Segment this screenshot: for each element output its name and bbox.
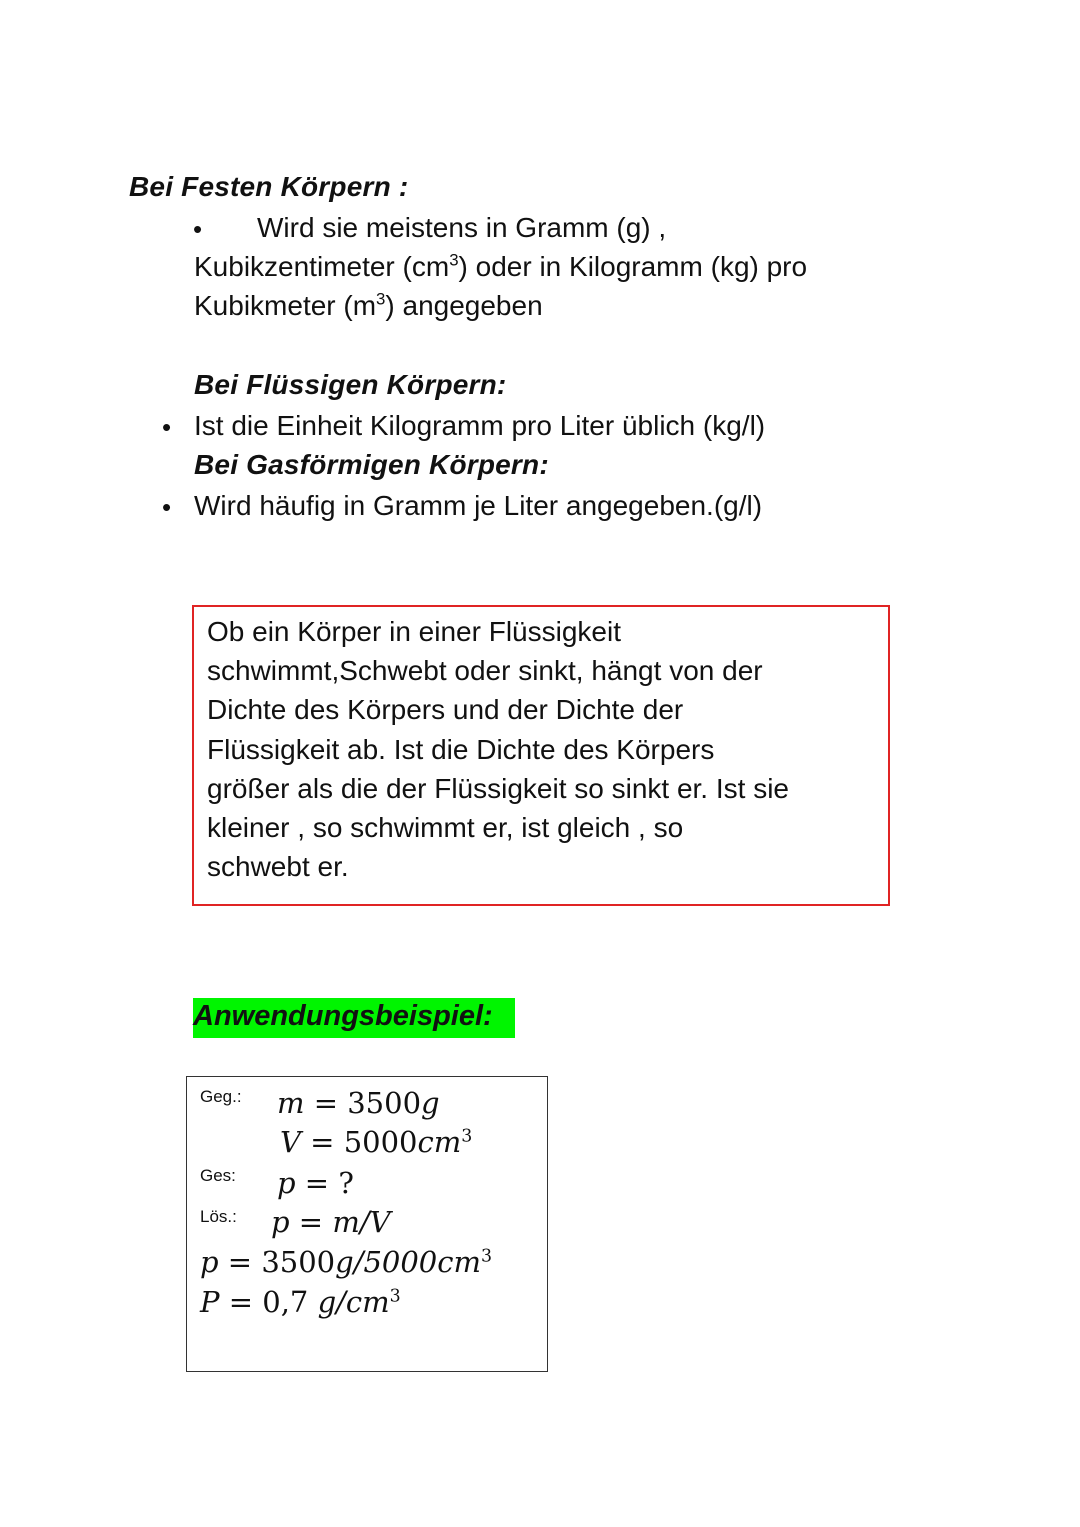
solids-line-2: Kubikzentimeter $(cm^3)$ oder in Kilogramm (kg) pro [194,250,808,282]
given-volume: $V = 5000cm^3$ [280,1125,473,1159]
given-mass: m = 3500g [277,1086,440,1120]
label-given: Geg.: [200,1087,242,1106]
label-solution: Lös.: [200,1207,237,1226]
info-line: Dichte des Körpers und der Dichte der [207,694,684,725]
solids-line-3: Kubikmeter $(m^3)$ angegeben [194,289,543,321]
info-line: kleiner , so schwimmt er, ist gleich , so [207,812,684,843]
bullet-icon: • [162,412,172,442]
heading-gases: Bei Gasförmigen Körpern: [194,449,549,480]
info-line: Ob ein Körper in einer Flüssigkeit [207,616,621,647]
info-line: schwimmt,Schwebt oder sinkt, hängt von der [207,655,763,686]
sought-density: p = ? [277,1166,354,1200]
bullet-icon: • [162,492,172,522]
bullet-icon: • [193,214,203,244]
heading-liquids: Bei Flüssigen Körpern: [194,369,507,400]
info-line: größer als die der Flüssigkeit so sinkt er. Ist sie [207,773,789,804]
heading-solids: Bei Festen Körpern : [129,171,409,202]
heading-example: Anwendungsbeispiel: [193,1000,493,1032]
liquids-text: Ist die Einheit Kilogramm pro Liter üblich (kg/l) [194,410,766,441]
gases-text: Wird häufig in Gramm je Liter angegeben.(g/l) [194,490,763,521]
info-line: schwebt er. [207,851,349,882]
label-sought: Ges: [200,1166,236,1185]
solids-line-1: Wird sie meistens in Gramm (g) , [257,212,667,243]
solution-result: P = 0,7 $g/cm^3$ [200,1285,401,1319]
info-line: Flüssigkeit ab. Ist die Dichte des Körpers [207,734,715,765]
solution-substitution: $p = 3500g/5000cm^3$ [200,1245,493,1279]
solution-formula: p = m/V [271,1205,391,1239]
